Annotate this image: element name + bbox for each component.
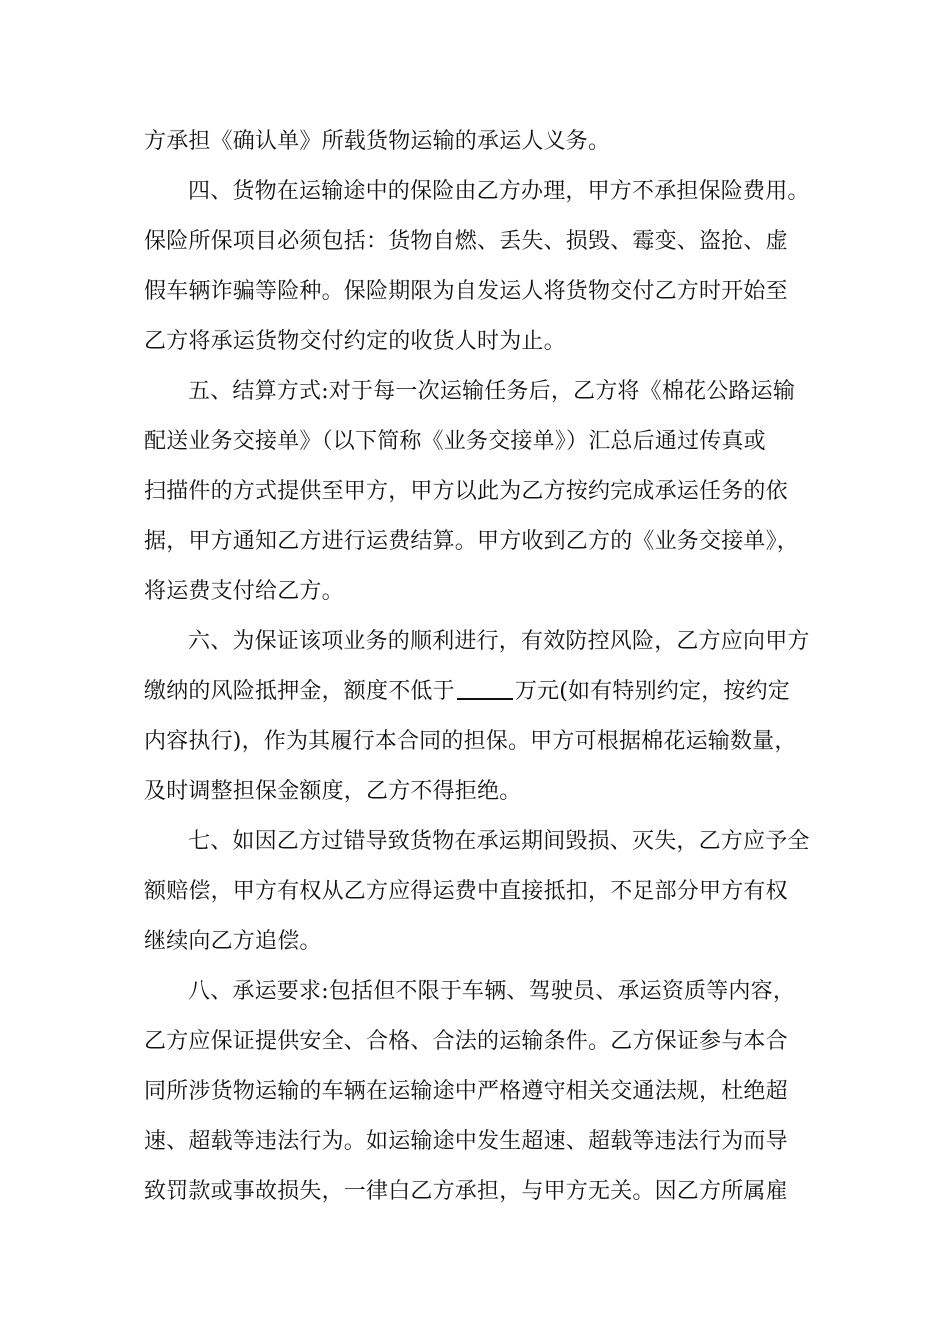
text-line: 假车辆诈骗等险种。保险期限为自发运人将货物交付乙方时开始至 bbox=[144, 279, 788, 304]
text-line: 五、结算方式:对于每一次运输任务后，乙方将《棉花公路运输 bbox=[188, 379, 796, 404]
text-line: 六、为保证该项业务的顺利进行，有效防控风险，乙方应向甲方 bbox=[188, 629, 810, 654]
text-segment: 万元(如有特别约定，按约定 bbox=[514, 679, 790, 704]
text-line: 将运费支付给乙方。 bbox=[144, 579, 344, 604]
text-line: 内容执行)，作为其履行本合同的担保。甲方可根据棉花运输数量， bbox=[144, 729, 797, 754]
text-line: 及时调整担保金额度，乙方不得拒绝。 bbox=[144, 779, 522, 804]
text-line: 乙方应保证提供安全、合格、合法的运输条件。乙方保证参与本合 bbox=[144, 1029, 788, 1054]
text-segment: 缴纳的风险抵押金，额度不低于 bbox=[144, 679, 455, 704]
text-line: 配送业务交接单》（以下简称《业务交接单》）汇总后通过传真或 bbox=[144, 429, 766, 454]
text-line: 同所涉货物运输的车辆在运输途中严格遵守相关交通法规，杜绝超 bbox=[144, 1079, 788, 1104]
text-line-with-blank bbox=[144, 677, 814, 707]
text-line: 八、承运要求:包括但不限于车辆、驾驶员、承运资质等内容， bbox=[188, 979, 796, 1004]
text-line: 继续向乙方追偿。 bbox=[144, 929, 322, 954]
text-line: 据，甲方通知乙方进行运费结算。甲方收到乙方的《业务交接单》， bbox=[144, 529, 800, 554]
amount-blank bbox=[457, 678, 513, 700]
text-line: 扫描件的方式提供至甲方，甲方以此为乙方按约完成承运任务的依 bbox=[144, 479, 788, 504]
text-line: 方承担《确认单》所载货物运输的承运人义务。 bbox=[144, 129, 611, 154]
text-line: 四、货物在运输途中的保险由乙方办理，甲方不承担保险费用。 bbox=[188, 179, 810, 204]
text-line: 额赔偿，甲方有权从乙方应得运费中直接抵扣，不足部分甲方有权 bbox=[144, 879, 788, 904]
text-line: 七、如因乙方过错导致货物在承运期间毁损、灭失，乙方应予全 bbox=[188, 829, 810, 854]
text-line: 致罚款或事故损失，一律白乙方承担，与甲方无关。因乙方所属雇 bbox=[144, 1179, 788, 1204]
text-line: 速、超载等违法行为。如运输途中发生超速、超载等违法行为而导 bbox=[144, 1129, 788, 1154]
text-line: 保险所保项目必须包括：货物自燃、丢失、损毁、霉变、盗抢、虚 bbox=[144, 229, 788, 254]
text-line: 乙方将承运货物交付约定的收货人时为止。 bbox=[144, 329, 566, 354]
